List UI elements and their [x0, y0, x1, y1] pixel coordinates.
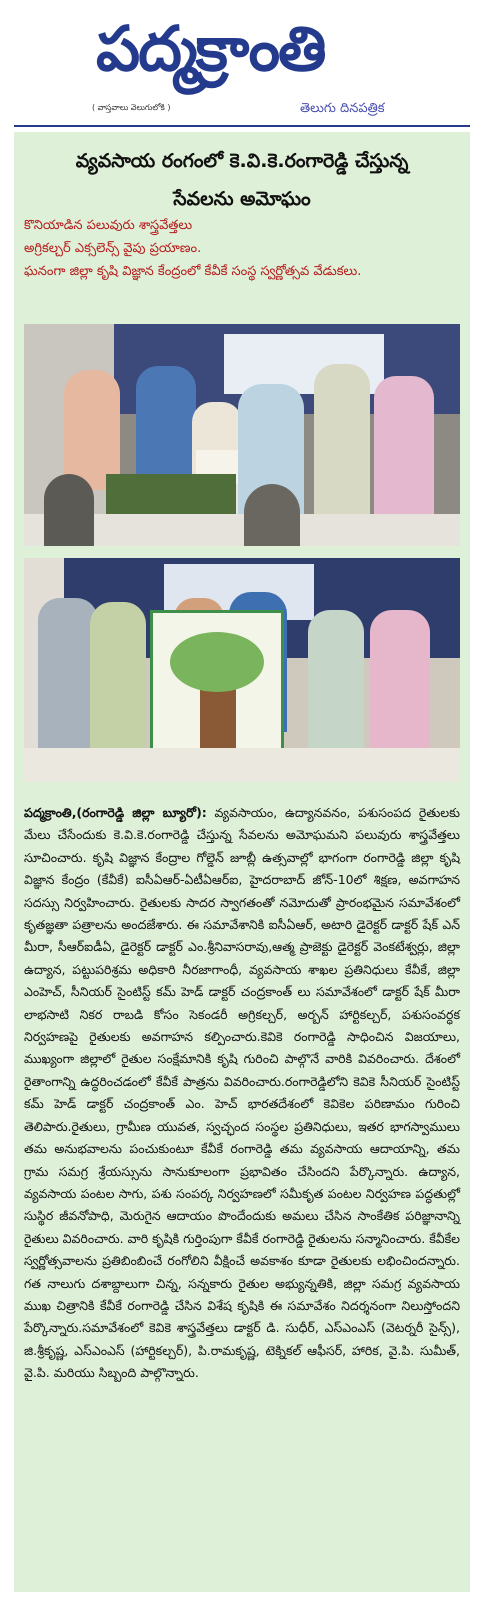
article-body — [24, 802, 460, 1385]
article-headline-line1: వ్యవసాయ రంగంలో కె.వి.కె.రంగారెడ్డి చేస్తున్న — [75, 150, 409, 172]
article-body-text: వ్యవసాయం, ఉద్యానవనం, పశుసంపద రైతులకు మేలు చేసేందుకు కె.వి.కె.రంగారెడ్డి చేస్తున్న సేవలను అమోఘమని పలువురు శాస్త్రవేత్తలు సూచించారు. కృషి విజ్ఞాన కేంద్రాల గోల్డెన్ జూబ్లీ ఉత్సవాల్లో భాగంగా రంగారెడ్డి జిల్లా కృషి విజ్ఞాన కేంద్రం (కేవీకే) ఐసీఏఆర్-ఏటీఏఆర్ఐ, హైదరాబాద్ జోన్-10లో శిక్షణ, అవగాహన సదస్సు నిర్వహించారు. రైతులకు సాదర స్వాగతంతో నమోదుతో ప్రారంభమైన సమావేశంలో కృతజ్ఞతా పత్రాలను అందజేశారు. ఈ సమావేశానికి ఐసీఏఆర్, అటారి డైరెక్టర్ డాక్టర్ షేక్ ఎన్ మీరా, సీఆర్ఐడీఏ, డైరెక్టర్ డాక్టర్ ఎం.శ్రీనివాసరావు,ఆత్మ ప్రాజెక్టు డైరెక్టర్ వెంకటేశ్వర్లు, జిల్లా ఉద్యాన, పట్టుపరిశ్రమ అధికారి నీరజాగాంధీ, వ్యవసాయ శాఖల ప్రతినిధులు కేవీకే, జిల్లా ఎంహెచ్, సీనియర్ సైంటిస్ట్ కమ్ హెడ్ డాక్టర్ చంద్రకాంత్ లు సమావేశంలో డాక్టర్ షేక్ మీరా లాభసాటి నికర రాబడి కోసం సెకండరీ అగ్రికల్చర్, అర్బన్ హార్టికల్చర్, పశుసంవర్ధక నిర్వహణపై రైతులకు అవగాహన కల్పించారు.కెవికె రంగారెడ్డి సాధించిన విజయాలు, ముఖ్యంగా జిల్లాలో రైతుల సంక్షేమానికి కృషి గురించి పాల్గొనే వారికి వివరించారు. దేశంలో రైతాంగాన్ని ఉద్ధరించడంలో కేవీకే పాత్రను వివరించారు.రంగారెడ్డిలోని కెవికె సీనియర్ సైంటిస్ట్ కమ్ హెడ్ డాక్టర్ చంద్రకాంత్ ఎం. హెచ్ భారతదేశంలో కెవికెల పరిణామం గురించి తెలిపారు.రైతులు, గ్రామీణ యువత, స్వచ్ఛంద సంస్థల ప్రతినిధులు, ఇతర భాగస్వాములు తమ అనుభవాలను పంచుకుంటూ కేవీకే రంగారెడ్డి తమ వ్యవసాయ ఆదాయాన్ని, తమ గ్రామ సమగ్ర శ్రేయస్సును సానుకూలంగా ప్రభావితం చేసిందని పేర్కొన్నారు. ఉద్యాన, వ్యవసాయ పంటల సాగు, పశు సంపర్క నిర్వహణలో సమీకృత పంటల నిర్వహణ పద్ధతుల్లో సుస్థిర జీవనోపాధి, మెరుగైన ఆదాయం పొందేందుకు అమలు చేసిన సాంకేతిక పరిజ్ఞానాన్ని రైతులు వివరించారు. వారి కృషికి గుర్తింపుగా కేవీకే రంగారెడ్డి రైతులను సన్మానించారు. కేవీకేల స్వర్ణోత్సవాలను ప్రతిబింబించే రంగోలిని వీక్షించే అవకాశం కూడా రైతులకు లభించిందన్నారు. గత నాలుగు దశాబ్దాలుగా చిన్న, సన్నకారు రైతుల అభ్యున్నతికి, జిల్లా సమగ్ర వ్యవసాయ ముఖ చిత్రానికి కేవీకే రంగారెడ్డి చేసిన విశేష కృషికి ఈ సమావేశం నిదర్శనంగా నిలుస్తోందని పేర్కొన్నారు.సమావేశంలో కెవికె శాస్త్రవేత్తలు డాక్టర్ డి. సుధీర్, ఎస్ఎంఎస్ (వెటర్నరీ సైన్స్), జి.శ్రీకృష్ణ, ఎస్ఎంఎస్ (హార్టికల్చర్), పి.రామకృష్ణ, టెక్నికల్ ఆఫీసర్, హారిక, వై.పి. సుమీత్, వై.పి. మరియు సిబ్బంది పాల్గొన్నారు. — [24, 805, 460, 1381]
masthead-divider — [14, 125, 470, 127]
article-headline-line2: సేవలను అమోఘం — [173, 188, 311, 210]
article-panel — [14, 132, 470, 1592]
subheading-3: ఘనంగా జిల్లా కృషి విజ్ఞాన కేంద్రంలో కేవీకే సంస్థ స్వర్ణోత్సవ వేడుకలు. — [24, 264, 362, 279]
subheading-2: అగ్రికల్చర్ ఎక్సలెన్స్ వైపు ప్రయాణం. — [24, 241, 202, 256]
newspaper-logo-title: పద్మక్రాంతి — [96, 12, 325, 85]
masthead — [0, 0, 484, 128]
newspaper-subtitle: తెలుగు దినపత్రిక — [300, 101, 385, 116]
event-photo-poster-release — [24, 558, 460, 782]
subheading-1: కొనియాడిన పలువురు శాస్త్రవేత్తలు — [24, 218, 193, 233]
newspaper-tagline: ( వాస్తవాలు వెలుగులోకి ) — [92, 103, 171, 112]
article-byline: పద్మక్రాంతి,(రంగారెడ్డి జిల్లా బ్యూరో): — [24, 805, 207, 820]
event-photo-certificate-presentation — [24, 324, 460, 546]
